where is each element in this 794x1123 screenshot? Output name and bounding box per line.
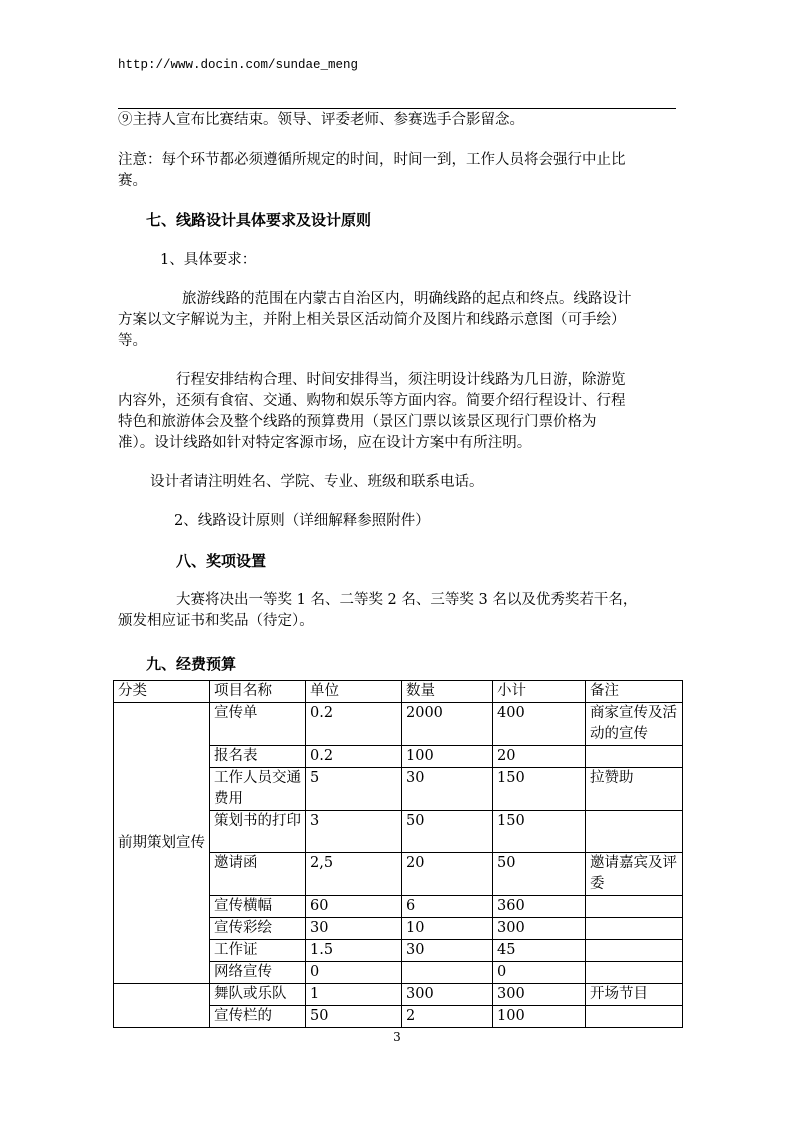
remark-cell: 商家宣传及活动的宣传 [586, 703, 683, 746]
subtotal-cell: 0 [493, 962, 586, 984]
table-header-cell: 项目名称 [210, 681, 306, 703]
paragraph-2-line-4: 准）。设计线路如针对特定客源市场，应在设计方案中有所注明。 [118, 435, 532, 451]
unit-cell: 1 [306, 984, 402, 1006]
remark-cell: 拉赞助 [586, 768, 683, 811]
unit-cell: 2,5 [306, 853, 402, 896]
table-header-row [114, 681, 683, 703]
item-name-cell: 工作人员交通费用 [210, 768, 306, 811]
remark-cell [586, 896, 683, 918]
table-header-cell: 数量 [402, 681, 493, 703]
subtotal-cell: 300 [493, 984, 586, 1006]
subtotal-cell: 45 [493, 940, 586, 962]
paragraph-3: 设计者请注明姓名、学院、专业、班级和联系电话。 [150, 474, 484, 490]
paragraph-2-line-2: 内容外，还须有食宿、交通、购物和娱乐等方面内容。简要介绍行程设计、行程 [118, 393, 626, 409]
remark-cell: 开场节目 [586, 984, 683, 1006]
quantity-cell [402, 962, 493, 984]
subtotal-cell: 50 [493, 853, 586, 896]
unit-cell: 3 [306, 811, 402, 853]
note-text-cont: 赛。 [118, 173, 147, 189]
item-name-cell: 邀请函 [210, 853, 306, 896]
section-7-heading: 七、线路设计具体要求及设计原则 [146, 211, 372, 229]
subtotal-cell: 150 [493, 768, 586, 811]
header-rule [118, 108, 676, 109]
quantity-cell: 6 [402, 896, 493, 918]
item-name-cell: 宣传彩绘 [210, 918, 306, 940]
quantity-cell: 30 [402, 940, 493, 962]
item-name-cell: 宣传栏的 [210, 1006, 306, 1028]
unit-cell: 60 [306, 896, 402, 918]
quantity-cell: 30 [402, 768, 493, 811]
section-9-heading: 九、经费预算 [146, 655, 237, 673]
remark-cell [586, 1006, 683, 1028]
remark-cell [586, 746, 683, 768]
unit-cell: 0.2 [306, 703, 402, 746]
table-header-cell: 小计 [493, 681, 586, 703]
item-name-cell: 宣传单 [210, 703, 306, 746]
category-cell-empty [114, 984, 210, 1028]
quantity-cell: 2000 [402, 703, 493, 746]
paragraph-1-line-3: 等。 [118, 333, 147, 349]
paragraph-1-line-1: 旅游线路的范围在内蒙古自治区内，明确线路的起点和终点。线路设计 [182, 291, 632, 307]
header-url: http://www.docin.com/sundae_meng [118, 58, 359, 72]
remark-cell [586, 962, 683, 984]
subsection-1-heading: 1、具体要求： [160, 252, 257, 268]
remark-cell [586, 811, 683, 853]
remark-cell [586, 918, 683, 940]
subtotal-cell: 400 [493, 703, 586, 746]
item-name-cell: 工作证 [210, 940, 306, 962]
page-number: 3 [393, 1030, 401, 1044]
item-name-cell: 报名表 [210, 746, 306, 768]
subtotal-cell: 150 [493, 811, 586, 853]
quantity-cell: 50 [402, 811, 493, 853]
unit-cell: 5 [306, 768, 402, 811]
subsection-2-heading: 2、线路设计原则（详细解释参照附件） [174, 513, 430, 529]
quantity-cell: 100 [402, 746, 493, 768]
unit-cell: 0.2 [306, 746, 402, 768]
paragraph-1-line-2: 方案以文字解说为主，并附上相关景区活动简介及图片和线路示意图（可手绘） [118, 312, 626, 328]
budget-table [113, 680, 683, 1028]
quantity-cell: 20 [402, 853, 493, 896]
table-row [114, 984, 683, 1006]
paragraph-4-line-1: 大赛将决出一等奖 1 名、二等奖 2 名、三等奖 3 名以及优秀奖若干名， [176, 592, 638, 608]
subtotal-cell: 100 [493, 1006, 586, 1028]
remark-cell: 邀请嘉宾及评委 [586, 853, 683, 896]
table-header-cell: 备注 [586, 681, 683, 703]
unit-cell: 50 [306, 1006, 402, 1028]
paragraph-4-line-2: 颁发相应证书和奖品（待定）。 [118, 613, 314, 629]
paragraph-2-line-1: 行程安排结构合理、时间安排得当，须注明设计线路为几日游，除游览 [176, 372, 626, 388]
category-cell: 前期策划宣传 [114, 703, 210, 984]
paragraph-2-line-3: 特色和旅游体会及整个线路的预算费用（景区门票以该景区现行门票价格为 [118, 414, 597, 430]
unit-cell: 0 [306, 962, 402, 984]
table-header-cell: 单位 [306, 681, 402, 703]
item-name-cell: 宣传横幅 [210, 896, 306, 918]
remark-cell [586, 940, 683, 962]
section-8-heading: 八、奖项设置 [176, 552, 267, 570]
item-name-cell: 网络宣传 [210, 962, 306, 984]
unit-cell: 1.5 [306, 940, 402, 962]
item-name-cell: 策划书的打印 [210, 811, 306, 853]
quantity-cell: 10 [402, 918, 493, 940]
subtotal-cell: 360 [493, 896, 586, 918]
table-header-cell: 分类 [114, 681, 210, 703]
table-row [114, 703, 683, 746]
item-name-cell: 舞队或乐队 [210, 984, 306, 1006]
note-text: 注意：每个环节都必须遵循所规定的时间，时间一到，工作人员将会强行中止比 [118, 152, 626, 168]
subtotal-cell: 20 [493, 746, 586, 768]
unit-cell: 30 [306, 918, 402, 940]
step-9-text: ⑨主持人宣布比赛结束。领导、评委老师、参赛选手合影留念。 [118, 112, 524, 128]
quantity-cell: 300 [402, 984, 493, 1006]
quantity-cell: 2 [402, 1006, 493, 1028]
subtotal-cell: 300 [493, 918, 586, 940]
